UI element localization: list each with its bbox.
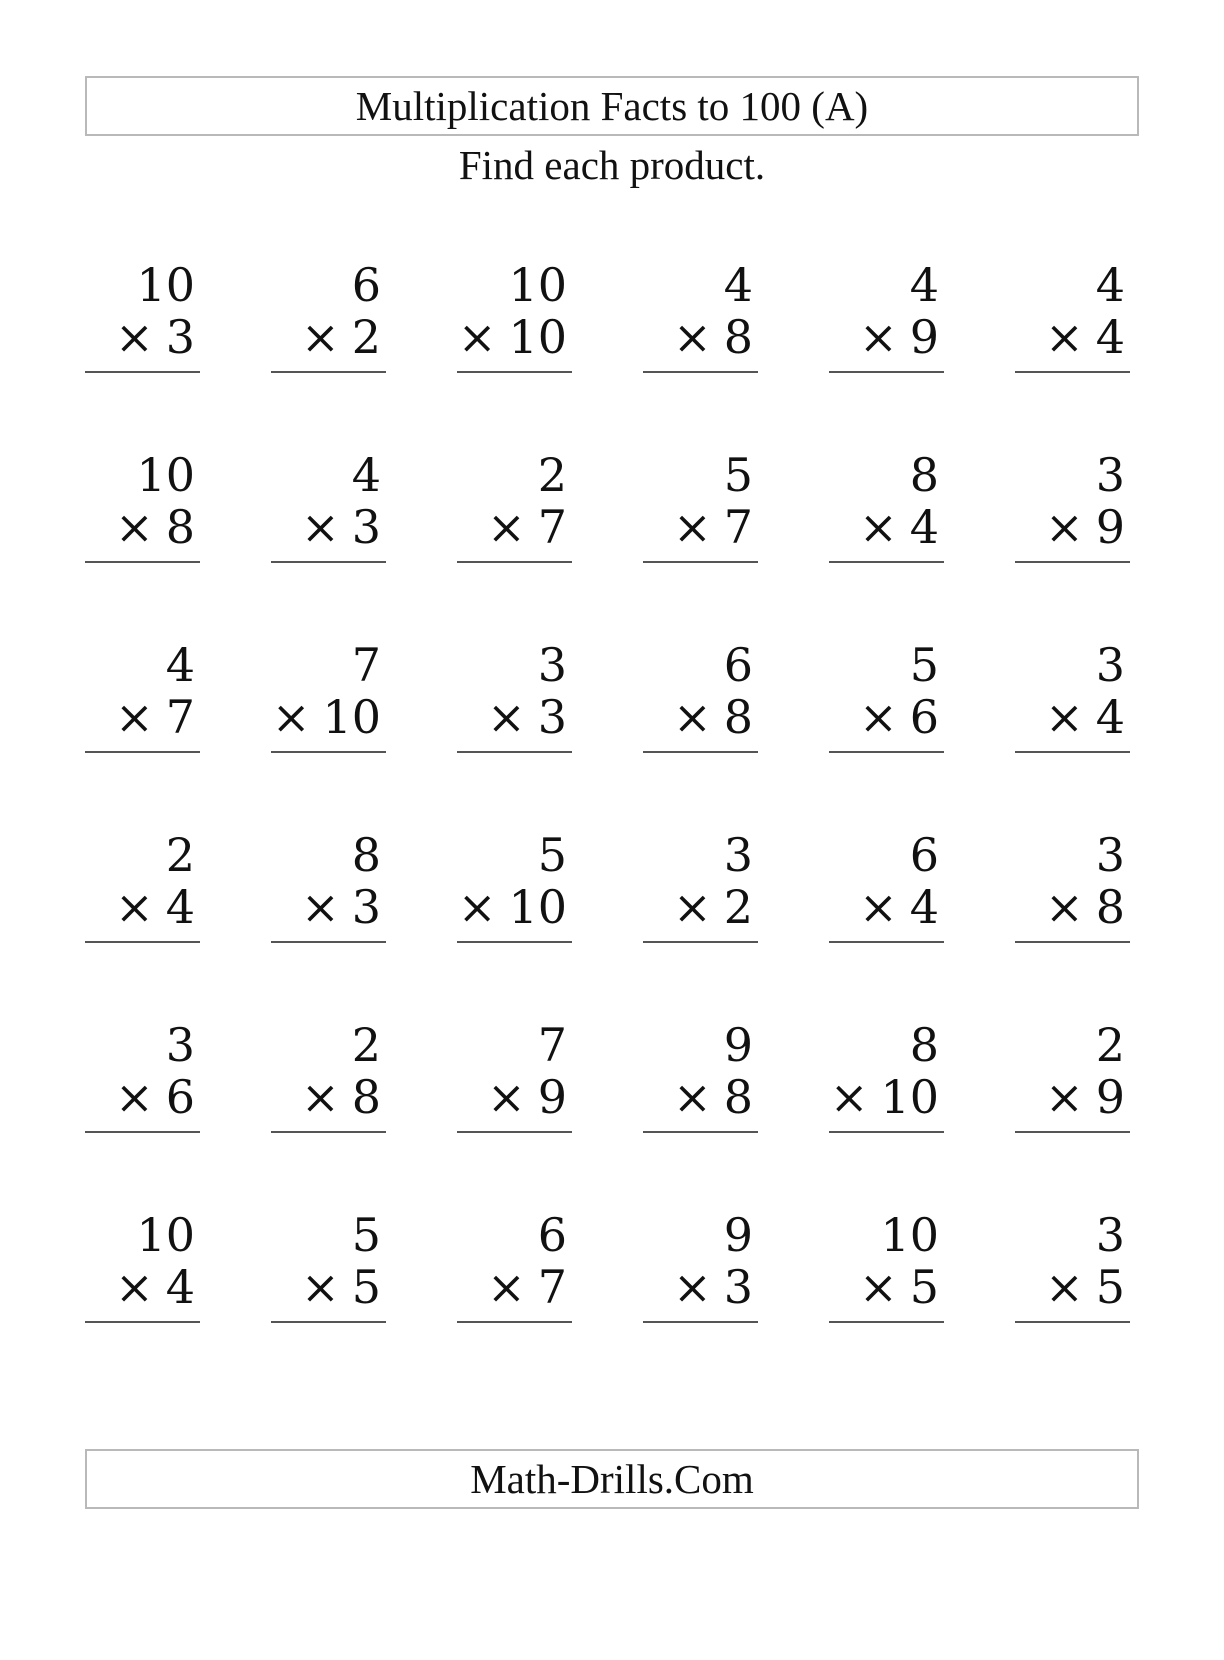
bottom-operand-row: [457, 1071, 572, 1123]
bottom-operand: 3: [723, 1260, 753, 1314]
multiplication-problem: [85, 1019, 200, 1133]
top-operand: 2: [165, 828, 195, 882]
bottom-operand-row: [457, 881, 572, 933]
bottom-operand-row: [829, 1261, 944, 1313]
multiply-sign: ×: [271, 690, 311, 744]
multiply-sign: ×: [487, 1070, 526, 1124]
bottom-operand: 5: [909, 1260, 939, 1314]
bottom-operand: 10: [508, 880, 567, 934]
bottom-operand: 4: [165, 1260, 195, 1314]
top-operand: 6: [909, 828, 939, 882]
answer-line: [1015, 371, 1130, 373]
multiplication-problem: [85, 259, 200, 373]
multiplication-problem: [85, 449, 200, 563]
bottom-operand: 3: [351, 500, 381, 554]
bottom-operand-row: [85, 1071, 200, 1123]
bottom-operand: 10: [880, 1070, 939, 1124]
multiplication-problem: [85, 1209, 200, 1323]
multiply-sign: ×: [457, 880, 497, 934]
bottom-operand-row: [457, 691, 572, 743]
bottom-operand: 6: [909, 690, 939, 744]
bottom-operand-row: [271, 501, 386, 553]
multiply-sign: ×: [301, 1260, 340, 1314]
top-operand: 4: [165, 638, 195, 692]
answer-line: [829, 941, 944, 943]
answer-line: [85, 561, 200, 563]
multiply-sign: ×: [673, 310, 712, 364]
top-operand: 2: [1095, 1018, 1125, 1072]
top-operand: 3: [1095, 638, 1125, 692]
top-operand: 8: [909, 448, 939, 502]
multiplication-problem: [1015, 1209, 1130, 1323]
answer-line: [457, 941, 572, 943]
multiplication-problem: [829, 639, 944, 753]
bottom-operand-row: [643, 881, 758, 933]
top-operand: 5: [909, 638, 939, 692]
multiply-sign: ×: [1045, 880, 1084, 934]
bottom-operand: 4: [909, 500, 939, 554]
multiply-sign: ×: [859, 1260, 898, 1314]
answer-line: [457, 751, 572, 753]
top-operand: 6: [351, 258, 381, 312]
multiply-sign: ×: [301, 1070, 340, 1124]
answer-line: [271, 561, 386, 563]
title-box: [85, 76, 1139, 136]
answer-line: [457, 1321, 572, 1323]
answer-line: [1015, 1321, 1130, 1323]
answer-line: [85, 941, 200, 943]
answer-line: [829, 1131, 944, 1133]
bottom-operand-row: [643, 691, 758, 743]
multiplication-problem: [1015, 1019, 1130, 1133]
bottom-operand: 7: [537, 1260, 567, 1314]
multiplication-problem: [829, 1019, 944, 1133]
multiply-sign: ×: [301, 310, 340, 364]
bottom-operand-row: [643, 1261, 758, 1313]
multiply-sign: ×: [115, 880, 154, 934]
answer-line: [457, 1131, 572, 1133]
bottom-operand: 4: [909, 880, 939, 934]
bottom-operand-row: [829, 501, 944, 553]
multiplication-problem: [457, 639, 572, 753]
bottom-operand: 2: [351, 310, 381, 364]
worksheet-page: [0, 76, 1224, 1509]
bottom-operand-row: [643, 501, 758, 553]
multiplication-problem: [457, 829, 572, 943]
bottom-operand: 8: [723, 1070, 753, 1124]
multiply-sign: ×: [1045, 1260, 1084, 1314]
answer-line: [85, 371, 200, 373]
top-operand: 9: [723, 1208, 753, 1262]
bottom-operand: 5: [351, 1260, 381, 1314]
top-operand: 10: [136, 448, 195, 502]
top-operand: 8: [351, 828, 381, 882]
multiply-sign: ×: [457, 310, 497, 364]
answer-line: [271, 1321, 386, 1323]
top-operand: 9: [723, 1018, 753, 1072]
bottom-operand: 5: [1095, 1260, 1125, 1314]
bottom-operand-row: [85, 501, 200, 553]
multiply-sign: ×: [1045, 310, 1084, 364]
bottom-operand-row: [829, 1071, 944, 1123]
multiply-sign: ×: [115, 1070, 154, 1124]
multiply-sign: ×: [859, 690, 898, 744]
answer-line: [829, 561, 944, 563]
multiplication-problem: [457, 259, 572, 373]
bottom-operand-row: [271, 1071, 386, 1123]
answer-line: [1015, 1131, 1130, 1133]
answer-line: [643, 941, 758, 943]
answer-line: [457, 371, 572, 373]
top-operand: 4: [1095, 258, 1125, 312]
multiplication-problem: [643, 259, 758, 373]
bottom-operand-row: [1015, 881, 1130, 933]
bottom-operand: 6: [165, 1070, 195, 1124]
multiplication-problem: [457, 449, 572, 563]
bottom-operand-row: [1015, 691, 1130, 743]
bottom-operand-row: [271, 1261, 386, 1313]
bottom-operand: 7: [165, 690, 195, 744]
multiply-sign: ×: [301, 880, 340, 934]
answer-line: [829, 1321, 944, 1323]
answer-line: [643, 1131, 758, 1133]
top-operand: 5: [537, 828, 567, 882]
answer-line: [271, 751, 386, 753]
top-operand: 7: [351, 638, 381, 692]
bottom-operand: 10: [322, 690, 381, 744]
multiply-sign: ×: [673, 690, 712, 744]
worksheet-instructions: Find each product.: [458, 142, 766, 188]
top-operand: 5: [723, 448, 753, 502]
bottom-operand: 9: [537, 1070, 567, 1124]
multiply-sign: ×: [301, 500, 340, 554]
bottom-operand-row: [1015, 1261, 1130, 1313]
bottom-operand-row: [643, 1071, 758, 1123]
answer-line: [271, 1131, 386, 1133]
top-operand: 6: [723, 638, 753, 692]
bottom-operand: 8: [723, 690, 753, 744]
top-operand: 2: [351, 1018, 381, 1072]
answer-line: [457, 561, 572, 563]
top-operand: 3: [1095, 1208, 1125, 1262]
bottom-operand: 10: [508, 310, 567, 364]
multiplication-problem: [829, 449, 944, 563]
top-operand: 10: [508, 258, 567, 312]
multiply-sign: ×: [673, 500, 712, 554]
multiply-sign: ×: [1045, 500, 1084, 554]
multiplication-problem: [829, 829, 944, 943]
answer-line: [643, 561, 758, 563]
answer-line: [85, 751, 200, 753]
answer-line: [85, 1321, 200, 1323]
multiplication-problem: [271, 639, 386, 753]
answer-line: [1015, 751, 1130, 753]
top-operand: 3: [165, 1018, 195, 1072]
multiplication-problem: [829, 259, 944, 373]
bottom-operand-row: [829, 311, 944, 363]
answer-line: [643, 371, 758, 373]
top-operand: 8: [909, 1018, 939, 1072]
bottom-operand: 4: [1095, 310, 1125, 364]
top-operand: 4: [351, 448, 381, 502]
bottom-operand-row: [829, 691, 944, 743]
bottom-operand: 8: [1095, 880, 1125, 934]
bottom-operand: 8: [351, 1070, 381, 1124]
multiply-sign: ×: [859, 500, 898, 554]
bottom-operand: 2: [723, 880, 753, 934]
bottom-operand-row: [271, 691, 386, 743]
problems-grid: [14, 259, 1130, 1323]
multiplication-problem: [829, 1209, 944, 1323]
multiplication-problem: [85, 639, 200, 753]
top-operand: 3: [723, 828, 753, 882]
site-name: Math-Drills.Com: [470, 1456, 754, 1502]
multiplication-problem: [1015, 259, 1130, 373]
multiplication-problem: [457, 1019, 572, 1133]
bottom-operand-row: [1015, 311, 1130, 363]
bottom-operand-row: [85, 881, 200, 933]
bottom-operand: 9: [1095, 1070, 1125, 1124]
bottom-operand-row: [1015, 501, 1130, 553]
answer-line: [271, 371, 386, 373]
multiplication-problem: [271, 1019, 386, 1133]
multiplication-problem: [643, 1209, 758, 1323]
top-operand: 4: [723, 258, 753, 312]
bottom-operand-row: [829, 881, 944, 933]
answer-line: [829, 751, 944, 753]
bottom-operand-row: [85, 691, 200, 743]
top-operand: 7: [537, 1018, 567, 1072]
bottom-operand-row: [271, 311, 386, 363]
answer-line: [271, 941, 386, 943]
footer-box: [85, 1449, 1139, 1509]
bottom-operand: 4: [165, 880, 195, 934]
bottom-operand: 8: [165, 500, 195, 554]
multiplication-problem: [85, 829, 200, 943]
top-operand: 3: [1095, 448, 1125, 502]
bottom-operand-row: [85, 311, 200, 363]
multiply-sign: ×: [487, 1260, 526, 1314]
answer-line: [643, 1321, 758, 1323]
multiply-sign: ×: [487, 500, 526, 554]
multiplication-problem: [1015, 639, 1130, 753]
multiply-sign: ×: [673, 880, 712, 934]
top-operand: 4: [909, 258, 939, 312]
multiply-sign: ×: [829, 1070, 869, 1124]
multiply-sign: ×: [1045, 690, 1084, 744]
bottom-operand: 3: [165, 310, 195, 364]
multiply-sign: ×: [487, 690, 526, 744]
bottom-operand: 7: [537, 500, 567, 554]
bottom-operand: 3: [537, 690, 567, 744]
multiplication-problem: [271, 259, 386, 373]
top-operand: 10: [136, 258, 195, 312]
multiplication-problem: [271, 829, 386, 943]
multiplication-problem: [271, 1209, 386, 1323]
multiplication-problem: [643, 639, 758, 753]
multiply-sign: ×: [859, 310, 898, 364]
bottom-operand: 8: [723, 310, 753, 364]
multiplication-problem: [1015, 829, 1130, 943]
multiply-sign: ×: [115, 1260, 154, 1314]
top-operand: 6: [537, 1208, 567, 1262]
bottom-operand: 4: [1095, 690, 1125, 744]
multiply-sign: ×: [115, 690, 154, 744]
top-operand: 3: [537, 638, 567, 692]
multiplication-problem: [643, 829, 758, 943]
multiply-sign: ×: [673, 1070, 712, 1124]
answer-line: [1015, 561, 1130, 563]
multiplication-problem: [643, 1019, 758, 1133]
bottom-operand: 7: [723, 500, 753, 554]
top-operand: 5: [351, 1208, 381, 1262]
bottom-operand-row: [457, 311, 572, 363]
bottom-operand-row: [643, 311, 758, 363]
worksheet-title: Multiplication Facts to 100 (A): [355, 83, 869, 129]
bottom-operand: 9: [1095, 500, 1125, 554]
bottom-operand-row: [271, 881, 386, 933]
answer-line: [829, 371, 944, 373]
multiply-sign: ×: [673, 1260, 712, 1314]
bottom-operand: 9: [909, 310, 939, 364]
bottom-operand-row: [457, 1261, 572, 1313]
top-operand: 2: [537, 448, 567, 502]
multiplication-problem: [1015, 449, 1130, 563]
multiply-sign: ×: [1045, 1070, 1084, 1124]
multiply-sign: ×: [859, 880, 898, 934]
bottom-operand: 3: [351, 880, 381, 934]
multiplication-problem: [457, 1209, 572, 1323]
multiplication-problem: [271, 449, 386, 563]
top-operand: 3: [1095, 828, 1125, 882]
bottom-operand-row: [457, 501, 572, 553]
multiplication-problem: [643, 449, 758, 563]
top-operand: 10: [136, 1208, 195, 1262]
multiply-sign: ×: [115, 500, 154, 554]
answer-line: [1015, 941, 1130, 943]
answer-line: [85, 1131, 200, 1133]
bottom-operand-row: [85, 1261, 200, 1313]
multiply-sign: ×: [115, 310, 154, 364]
bottom-operand-row: [1015, 1071, 1130, 1123]
answer-line: [643, 751, 758, 753]
top-operand: 10: [880, 1208, 939, 1262]
